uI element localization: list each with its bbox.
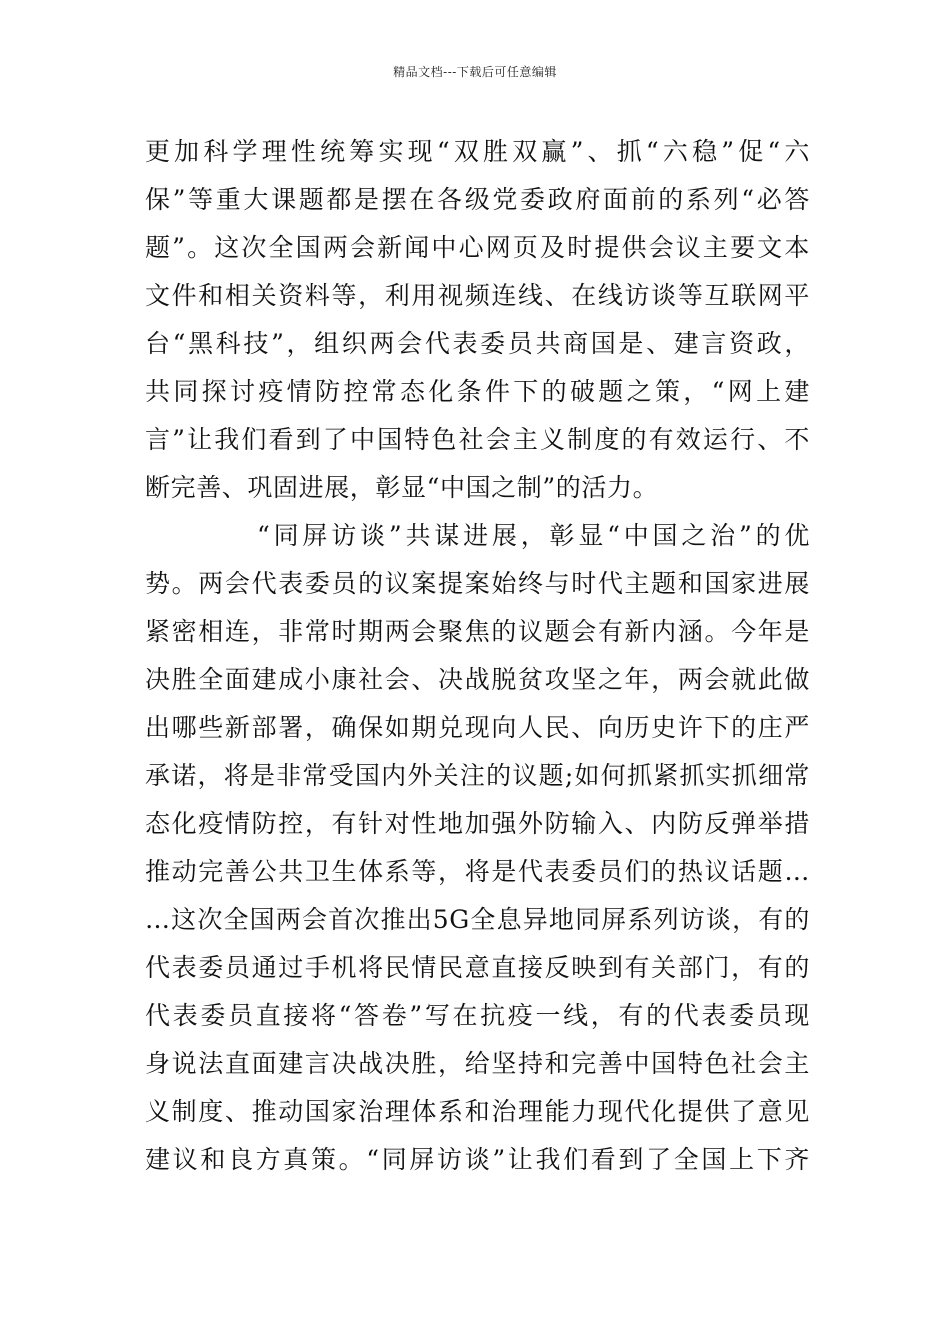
page-header: 精品文档---下载后可任意编辑 bbox=[393, 65, 557, 79]
text-line: 代表委员直接将“答卷”写在抗疫一线，有的代表委员现 bbox=[145, 1001, 810, 1030]
text-line: 态化疫情防控，有针对性地加强外防输入、内防反弹举措 bbox=[145, 809, 810, 838]
text-line: 保”等重大课题都是摆在各级党委政府面前的系列“必答 bbox=[145, 185, 810, 214]
text-line: 承诺，将是非常受国内外关注的议题;如何抓紧抓实抓细常 bbox=[145, 761, 810, 790]
text-line: 义制度、推动国家治理体系和治理能力现代化提供了意见 bbox=[145, 1097, 810, 1126]
text-line: 代表委员通过手机将民情民意直接反映到有关部门，有的 bbox=[145, 953, 810, 982]
paragraph-1 bbox=[145, 128, 810, 512]
text-line: 出哪些新部署，确保如期兑现向人民、向历史许下的庄严 bbox=[145, 713, 810, 742]
text-line: 文件和相关资料等，利用视频连线、在线访谈等互联网平 bbox=[145, 281, 810, 310]
text-line: 身说法直面建言决战决胜，给坚持和完善中国特色社会主 bbox=[145, 1049, 810, 1078]
text-line: 决胜全面建成小康社会、决战脱贫攻坚之年，两会就此做 bbox=[145, 665, 810, 694]
text-line: 建议和良方真策。“同屏访谈”让我们看到了全国上下齐 bbox=[145, 1145, 810, 1174]
text-line: 台“黑科技”，组织两会代表委员共商国是、建言资政， bbox=[145, 329, 810, 358]
text-line: 断完善、巩固进展，彰显“中国之制”的活力。 bbox=[145, 473, 659, 502]
text-line: 势。两会代表委员的议案提案始终与时代主题和国家进展 bbox=[145, 569, 810, 598]
text-line: 紧密相连，非常时期两会聚焦的议题会有新内涵。今年是 bbox=[145, 617, 810, 646]
paragraph-2 bbox=[145, 512, 810, 1184]
text-line: 推动完善公共卫生体系等，将是代表委员们的热议话题… bbox=[145, 857, 810, 886]
text-line: “同屏访谈”共谋进展，彰显“中国之治”的优 bbox=[257, 521, 810, 550]
text-line: …这次全国两会首次推出5G全息异地同屏系列访谈，有的 bbox=[145, 905, 810, 934]
text-line: 更加科学理性统筹实现“双胜双赢”、抓“六稳”促“六 bbox=[145, 137, 810, 166]
text-line: 共同探讨疫情防控常态化条件下的破题之策，“网上建 bbox=[145, 377, 810, 406]
document-body bbox=[145, 128, 810, 1184]
text-line: 言”让我们看到了中国特色社会主义制度的有效运行、不 bbox=[145, 425, 810, 454]
text-line: 题”。这次全国两会新闻中心网页及时提供会议主要文本 bbox=[145, 233, 810, 262]
